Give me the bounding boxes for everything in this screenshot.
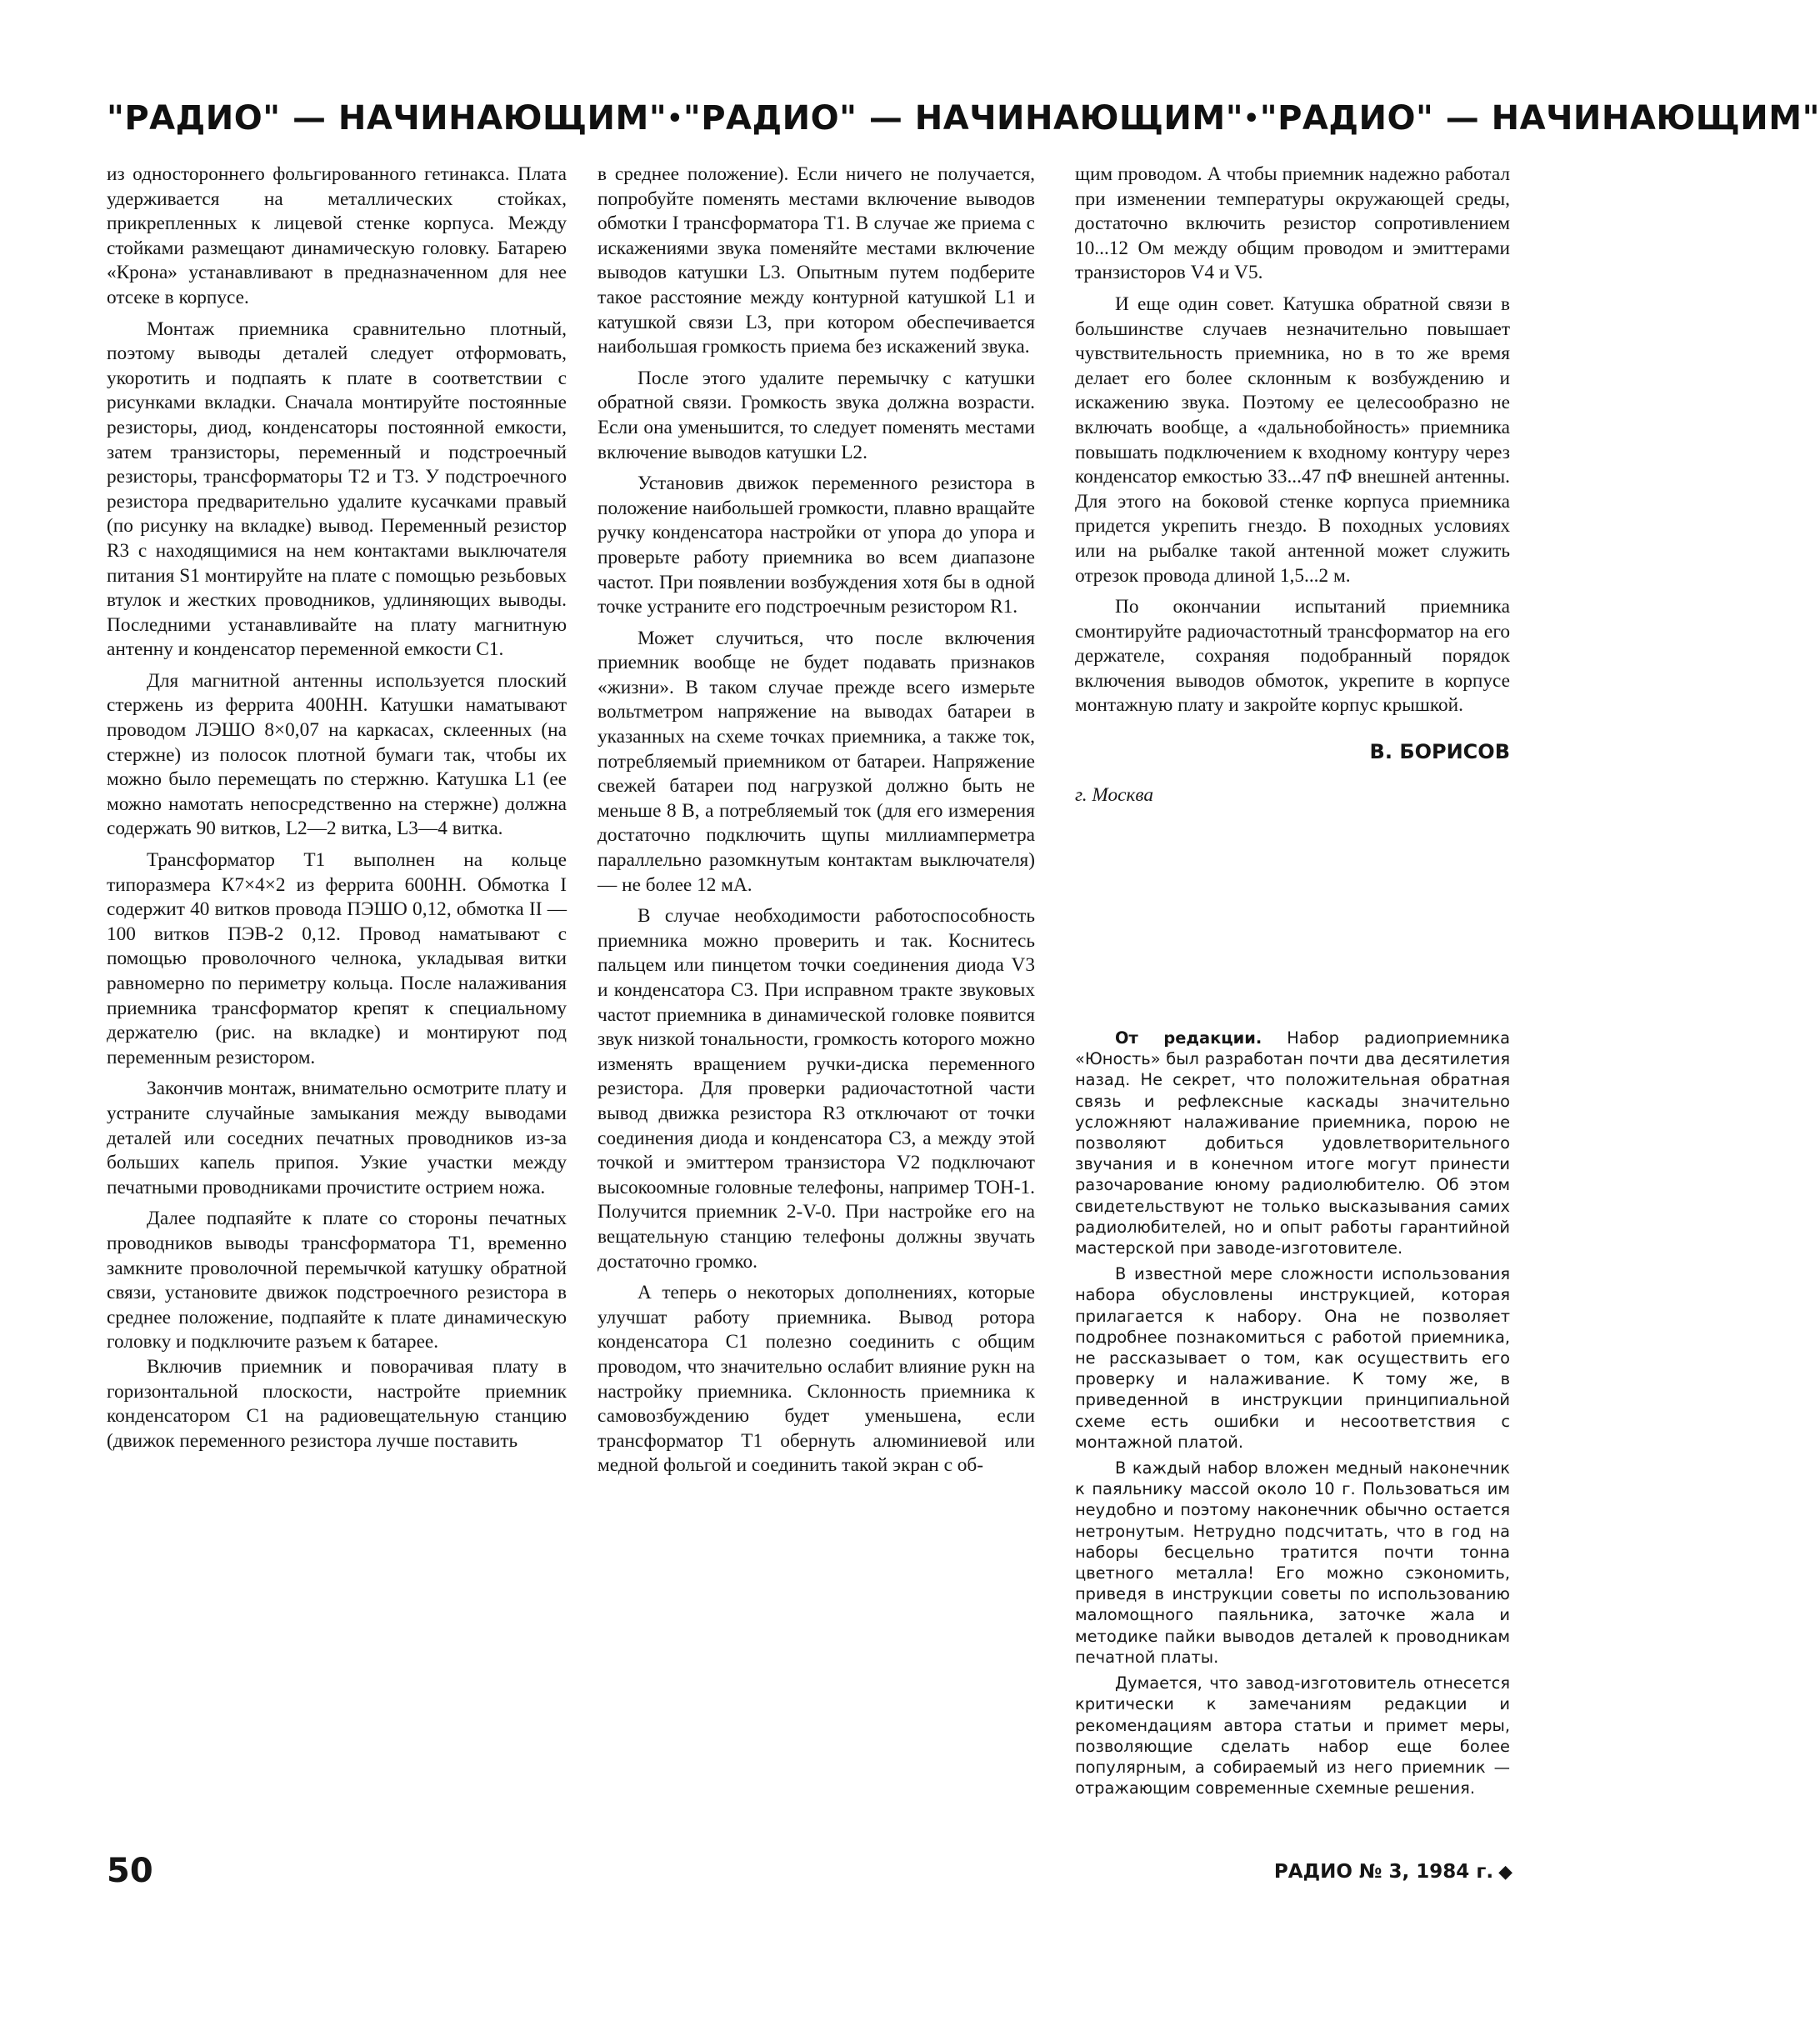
article-column-2 (598, 163, 1035, 1478)
paragraph: Включив приемник и поворачивая плату в горизонтальной плоскости, настройте приемник конденсатором С1 на радиовещательную станцию (движок переменного резистора лучше поставить (107, 1355, 567, 1452)
paragraph: А теперь о некоторых дополнениях, которые улучшат работу приемника. Вывод ротора конденсатора С1 полезно соединить с общим проводом, что значительно ослабит влияние рукн на настройку приемника. Склонность приемника к самовозбуждению будет уменьшена, если трансформатор Т1 обернуть алюминиевой или медной фольгой и соединить такой экран с об- (598, 1282, 1035, 1477)
header-separator-2: • (1243, 103, 1260, 133)
paragraph: Может случиться, что после включения приемник вообще не будет подавать признаков «жизни». В таком случае прежде всего измерьте вольтметром напряжение на выводах батареи в указанных на схеме точках приемника, а также ток, потребляемый приемником от батареи. Напряжение свежей батареи под нагрузкой должно быть не меньше 8 В, а потребляемый ток (для его измерения достаточно подключить щупы миллиамперметра параллельно разомкнутым контактам выключателя) — не более 12 мА. (598, 627, 1035, 896)
header-title-3: "РАДИО" — НАЧИНАЮЩИМ" (1259, 99, 1820, 138)
section-header (107, 93, 1820, 143)
paragraph: По окончании испытаний приемника смонтируйте радиочастотный трансформатор на его держателе, сохраняя подобранный порядок включения выводов обмоток, укрепите в корпусе монтажную плату и закройте корпус крышкой. (1075, 596, 1510, 717)
paragraph: В случае необходимости работоспособность приемника можно проверить и так. Коснитесь пальцем или пинцетом точки соединения диода V3 и конденсатора С3. При исправном тракте звуковых частот приемника в динамической головке появится звук низкой тональности, громкость которого можно изменять вращением ручки-диска переменного резистора. Для проверки радиочастотной части вывод движка резистора R3 отключают от точки соединения диода и конденсатора С3, а между этой точкой и эмиттером транзистора V2 подключают высокоомные головные телефоны, например ТОН-1. Получится приемник 2-V-0. При настройке его на вещательную станцию телефоны должны звучать достаточно громко. (598, 905, 1035, 1273)
paragraph: Трансформатор Т1 выполнен на кольце типоразмера К7×4×2 из феррита 600НН. Обмотка I содержит 40 витков провода ПЭШО 0,12, обмотка II — 100 витков ПЭВ-2 0,12. Провод наматывают с помощью проволочного челнока, укладывая витки равномерно по периметру кольца. После налаживания приемника трансформатор крепят к специальному держателю (рис. на вкладке) и монтируют под переменным резистором. (107, 849, 567, 1068)
paragraph: Установив движок переменного резистора в положение наибольшей громкости, плавно вращайте ручку конденсатора настройки от упора до упора и проверьте работу приемника во всем диапазоне частот. При появлении возбуждения хотя бы в одной точке устраните его подстроечным резистором R1. (598, 473, 1035, 618)
paragraph: из одностороннего фольгированного гетинакса. Плата удерживается на металлических стойках, прикрепленных к лицевой стенке корпуса. Между стойками размещают динамическую головку. Батарею «Крона» устанавливают в предназначенном для нее отсеке в корпусе. (107, 163, 567, 308)
paragraph: Далее подпаяйте к плате со стороны печатных проводников выводы трансформатора Т1, временно замкните проволочной перемычкой катушку обратной связи, установите движок подстроечного резистора в среднее положение, подпаяйте к плате динамическую головку и подключите разъем к батарее. (107, 1208, 567, 1353)
header-separator-1: • (667, 103, 683, 133)
header-title-1: "РАДИО" — НАЧИНАЮЩИМ" (107, 99, 668, 138)
editorial-paragraph (1075, 1028, 1510, 1258)
editorial-text: Набор радиоприемника «Юность» был разработан почти два десятилетия назад. Не секрет, что положительная обратная связь и рефлексные каскады значительно усложняют налаживание приемника, порою не позволяют добиться удовлетворительного звучания и в конечном итоге могут принести разочарование юному радиолюбителю. Об этом свидетельствуют не только высказывания самих радиолюбителей, но и опыт работы гарантийной мастерской при заводе-изготовителе. (1075, 1028, 1511, 1258)
page-number: 50 (107, 1852, 153, 1890)
editorial-lead: От редакции. (1115, 1028, 1262, 1048)
article-column-3 (1075, 163, 1510, 808)
issue-info: РАДИО № 3, 1984 г. (1273, 1861, 1494, 1883)
issue-footer (1274, 1861, 1512, 1883)
paragraph: Монтаж приемника сравнительно плотный, поэтому выводы деталей следует отформовать, укоротить и подпаять к плате в соответствии с рисунками вкладки. Сначала монтируйте постоянные резисторы, диод, конденсаторы постоянной емкости, затем транзисторы, переменный и подстроечный резисторы, трансформаторы Т2 и Т3. У подстроечного резистора предварительно удалите кусачками правый (по рисунку на вкладке) вывод. Переменный резистор R3 с находящимися на нем контактами выключателя питания S1 монтируйте на плате с помощью резьбовых втулок и жестких проводников, удлиняющих выводы. Последними устанавливайте на плату магнитную антенну и конденсатор переменной емкости С1. (107, 318, 567, 661)
author-city: г. Москва (1075, 783, 1153, 806)
editorial-paragraph: В каждый набор вложен медный наконечник к паяльнику массой около 10 г. Пользоваться им неудобно и поэтому наконечник обычно остается нетронутым. Нетрудно подсчитать, что в год на наборы бесцельно тратится почти тонна цветного металла! Его можно сэкономить, приведя в инструкции советы по использованию маломощного паяльника, заточке жала и методике пайки выводов деталей к проводникам печатной платы. (1075, 1458, 1510, 1667)
header-title-2: "РАДИО" — НАЧИНАЮЩИМ" (682, 99, 1244, 138)
paragraph: После этого удалите перемычку с катушки обратной связи. Громкость звука должна возрасти. Если она уменьшится, то следует поменять местами включение выводов катушки L2. (598, 367, 1035, 463)
paragraph: в среднее положение). Если ничего не получается, попробуйте поменять местами включение выводов обмотки I трансформатора Т1. В случае же приема с искажениями звука поменяйте местами включение выводов катушки L3. Опытным путем подберите такое расстояние между контурной катушкой L1 и катушкой связи L3, при котором обеспечивается наибольшая громкость приема без искажений звука. (598, 163, 1035, 358)
editorial-paragraph: Думается, что завод-изготовитель отнесется критически к замечаниям редакции и рекомендациям автора статьи и примет меры, позволяющие сделать набор еще более популярным, а собираемый из него приемник — отражающим современные схемные решения. (1075, 1673, 1510, 1798)
diamond-icon: ◆ (1498, 1862, 1512, 1883)
paragraph: И еще один совет. Катушка обратной связи в большинстве случаев незначительно повышает чувствительность приемника, но в то же время делает его более склонным к возбуждению и искажению звука. Поэтому ее целесообразно не включать вообще, а «дальнобойность» приемника повышать подключением к входному контуру через конденсатор емкостью 33...47 пФ внешней антенны. Для этого на боковой стенке корпуса приемника придется укрепить гнездо. В походных условиях или на рыбалке такой антенной может служить отрезок провода длиной 1,5...2 м. (1075, 293, 1510, 587)
paragraph: Для магнитной антенны используется плоский стержень из феррита 400НН. Катушки наматывают проводом ЛЭШО 8×0,07 на каркасах, склеенных (на стержне) из полосок плотной бумаги так, чтобы их можно было перемещать по стержню. Катушка L1 (ее можно намотать непосредственно на стержне) должна содержать 90 витков, L2—2 витка, L3—4 витка. (107, 669, 567, 840)
editorial-note (1075, 1028, 1510, 1798)
editorial-paragraph: В известной мере сложности использования набора обусловлены инструкцией, которая прилагается к набору. Она не позволяет подробнее познакомиться с работой приемника, не рассказывает о том, как осуществить его проверку и налаживание. К тому же, в приведенной в инструкции принципиальной схеме есть ошибки и несоответствия с монтажной платой. (1075, 1264, 1510, 1452)
author-name: В. БОРИСОВ (1369, 740, 1510, 764)
paragraph: Закончив монтаж, внимательно осмотрите плату и устраните случайные замыкания между выводами деталей или соседних печатных проводников из-за больших капель припоя. Узкие участки между печатными проводниками прочистите острием ножа. (107, 1078, 567, 1198)
article-column-1 (107, 163, 567, 1453)
paragraph: щим проводом. А чтобы приемник надежно работал при изменении температуры окружающей среды, достаточно включить резистор сопротивлением 10...12 Ом между общим проводом и эмиттерами транзисторов V4 и V5. (1075, 163, 1510, 284)
